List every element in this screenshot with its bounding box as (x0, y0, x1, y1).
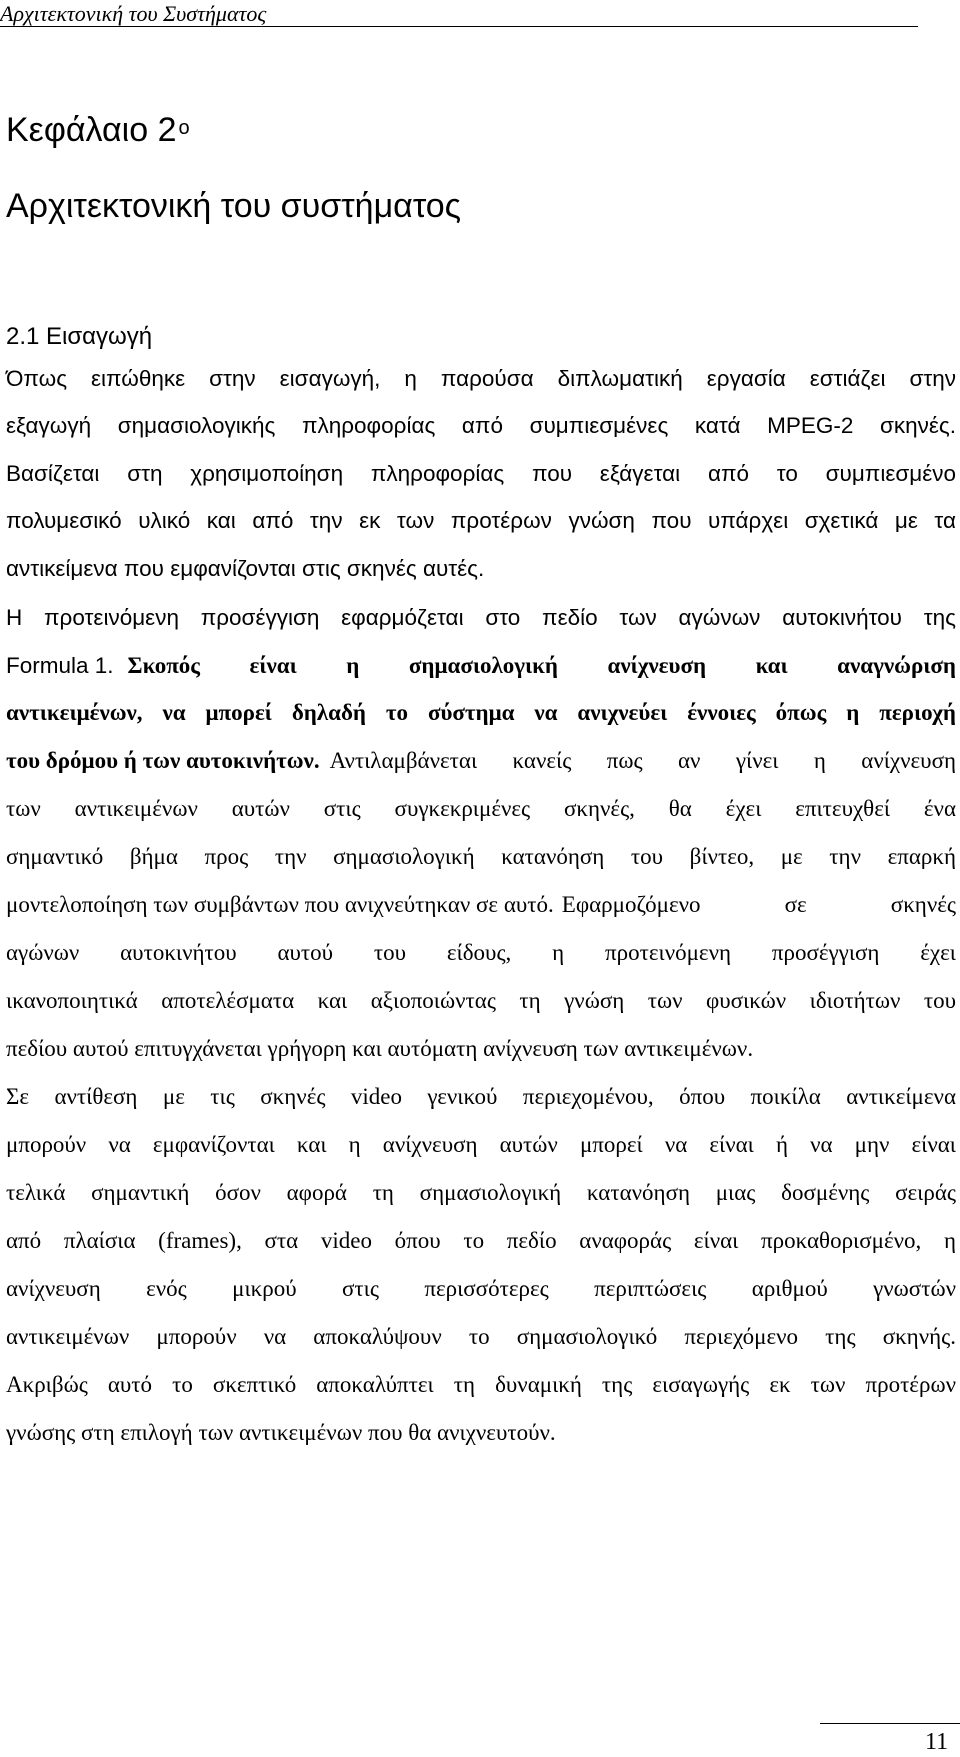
body-text: Αντιλαμβάνεται κανείς πως αν γίνει η ανίχνευση (329, 748, 956, 773)
chapter-title-superscript: ο (178, 117, 190, 139)
body-line: από πλαίσια (frames), στα video όπου το πεδίο αναφοράς είναι προκαθορισμένο, η (6, 1228, 956, 1253)
body-line-mixed (6, 651, 956, 681)
body-line: γνώσης στη επιλογή των αντικειμένων που θα ανιχνευτούν. (6, 1420, 556, 1445)
header-rule (0, 26, 918, 27)
footer-rule (820, 1723, 960, 1724)
body-text: μοντελοποίηση των συμβάντων που ανιχνεύτηκαν σε αυτό. (6, 892, 554, 917)
section-title: 2.1 Εισαγωγή (6, 323, 153, 350)
body-line: ανίχνευση ενός μικρού στις περισσότερες περιπτώσεις αριθμού γνωστών (6, 1276, 956, 1301)
body-line: Σε αντίθεση με τις σκηνές video γενικού περιεχομένου, όπου ποικίλα αντικείμενα (6, 1084, 956, 1109)
body-text-bold: του δρόμου ή των αυτοκινήτων. (6, 748, 320, 773)
body-line: πεδίου αυτού επιτυγχάνεται γρήγορη και αυτόματη ανίχνευση των αντικειμένων. (6, 1036, 754, 1061)
body-line-bold: αντικειμένων, να μπορεί δηλαδή το σύστημα να ανιχνεύει έννοιες όπως η περιοχή (6, 700, 956, 725)
body-line: τελικά σημαντική όσον αφορά τη σημασιολογική κατανόηση μιας δοσμένης σειράς (6, 1180, 956, 1205)
body-line-mixed (6, 746, 956, 776)
body-line: των αντικειμένων αυτών στις συγκεκριμένες σκηνές, θα έχει επιτευχθεί ένα (6, 796, 956, 821)
chapter-title-text: Κεφάλαιο 2 (6, 111, 177, 149)
body-text-bold: Σκοπός είναι η σημασιολογική ανίχνευση και αναγνώριση (127, 653, 956, 678)
body-line-mixed (6, 890, 956, 920)
body-line: πολυμεσικό υλικό και από την εκ των προτέρων γνώση που υπάρχει σχετικά με τα (6, 508, 956, 533)
body-line: Ακριβώς αυτό το σκεπτικό αποκαλύπτει τη δυναμική της εισαγωγής εκ των προτέρων (6, 1372, 956, 1397)
body-text: Εφαρμοζόμενο σε σκηνές (561, 892, 956, 917)
body-line: αντικειμένων μπορούν να αποκαλύψουν το σημασιολογικό περιεχόμενο της σκηνής. (6, 1324, 956, 1349)
page-number: 11 (925, 1729, 949, 1755)
body-line: ικανοποιητικά αποτελέσματα και αξιοποιώντας τη γνώση των φυσικών ιδιοτήτων του (6, 988, 956, 1013)
chapter-subtitle: Αρχιτεκτονική του συστήματος (6, 187, 462, 225)
chapter-title (6, 108, 190, 152)
body-line: εξαγωγή σημασιολογικής πληροφορίας από συμπιεσμένες κατά MPEG-2 σκηνές. (6, 413, 956, 438)
body-line: Όπως ειπώθηκε στην εισαγωγή, η παρούσα διπλωματική εργασία εστιάζει στην (6, 366, 956, 391)
body-line: σημαντικό βήμα προς την σημασιολογική κατανόηση του βίντεο, με την επαρκή (6, 844, 956, 869)
body-line: αγώνων αυτοκινήτου αυτού του είδους, η προτεινόμενη προσέγγιση έχει (6, 940, 956, 965)
body-line: Η προτεινόμενη προσέγγιση εφαρμόζεται στο πεδίο των αγώνων αυτοκινήτου της (6, 605, 956, 630)
running-header: Αρχιτεκτονική του Συστήματος (0, 1, 267, 26)
body-line: Βασίζεται στη χρησιμοποίηση πληροφορίας που εξάγεται από το συμπιεσμένο (6, 461, 956, 486)
body-text: Formula 1. (6, 653, 114, 678)
body-line: αντικείμενα που εμφανίζονται στις σκηνές αυτές. (6, 556, 485, 581)
body-line: μπορούν να εμφανίζονται και η ανίχνευση αυτών μπορεί να είναι ή να μην είναι (6, 1132, 956, 1157)
